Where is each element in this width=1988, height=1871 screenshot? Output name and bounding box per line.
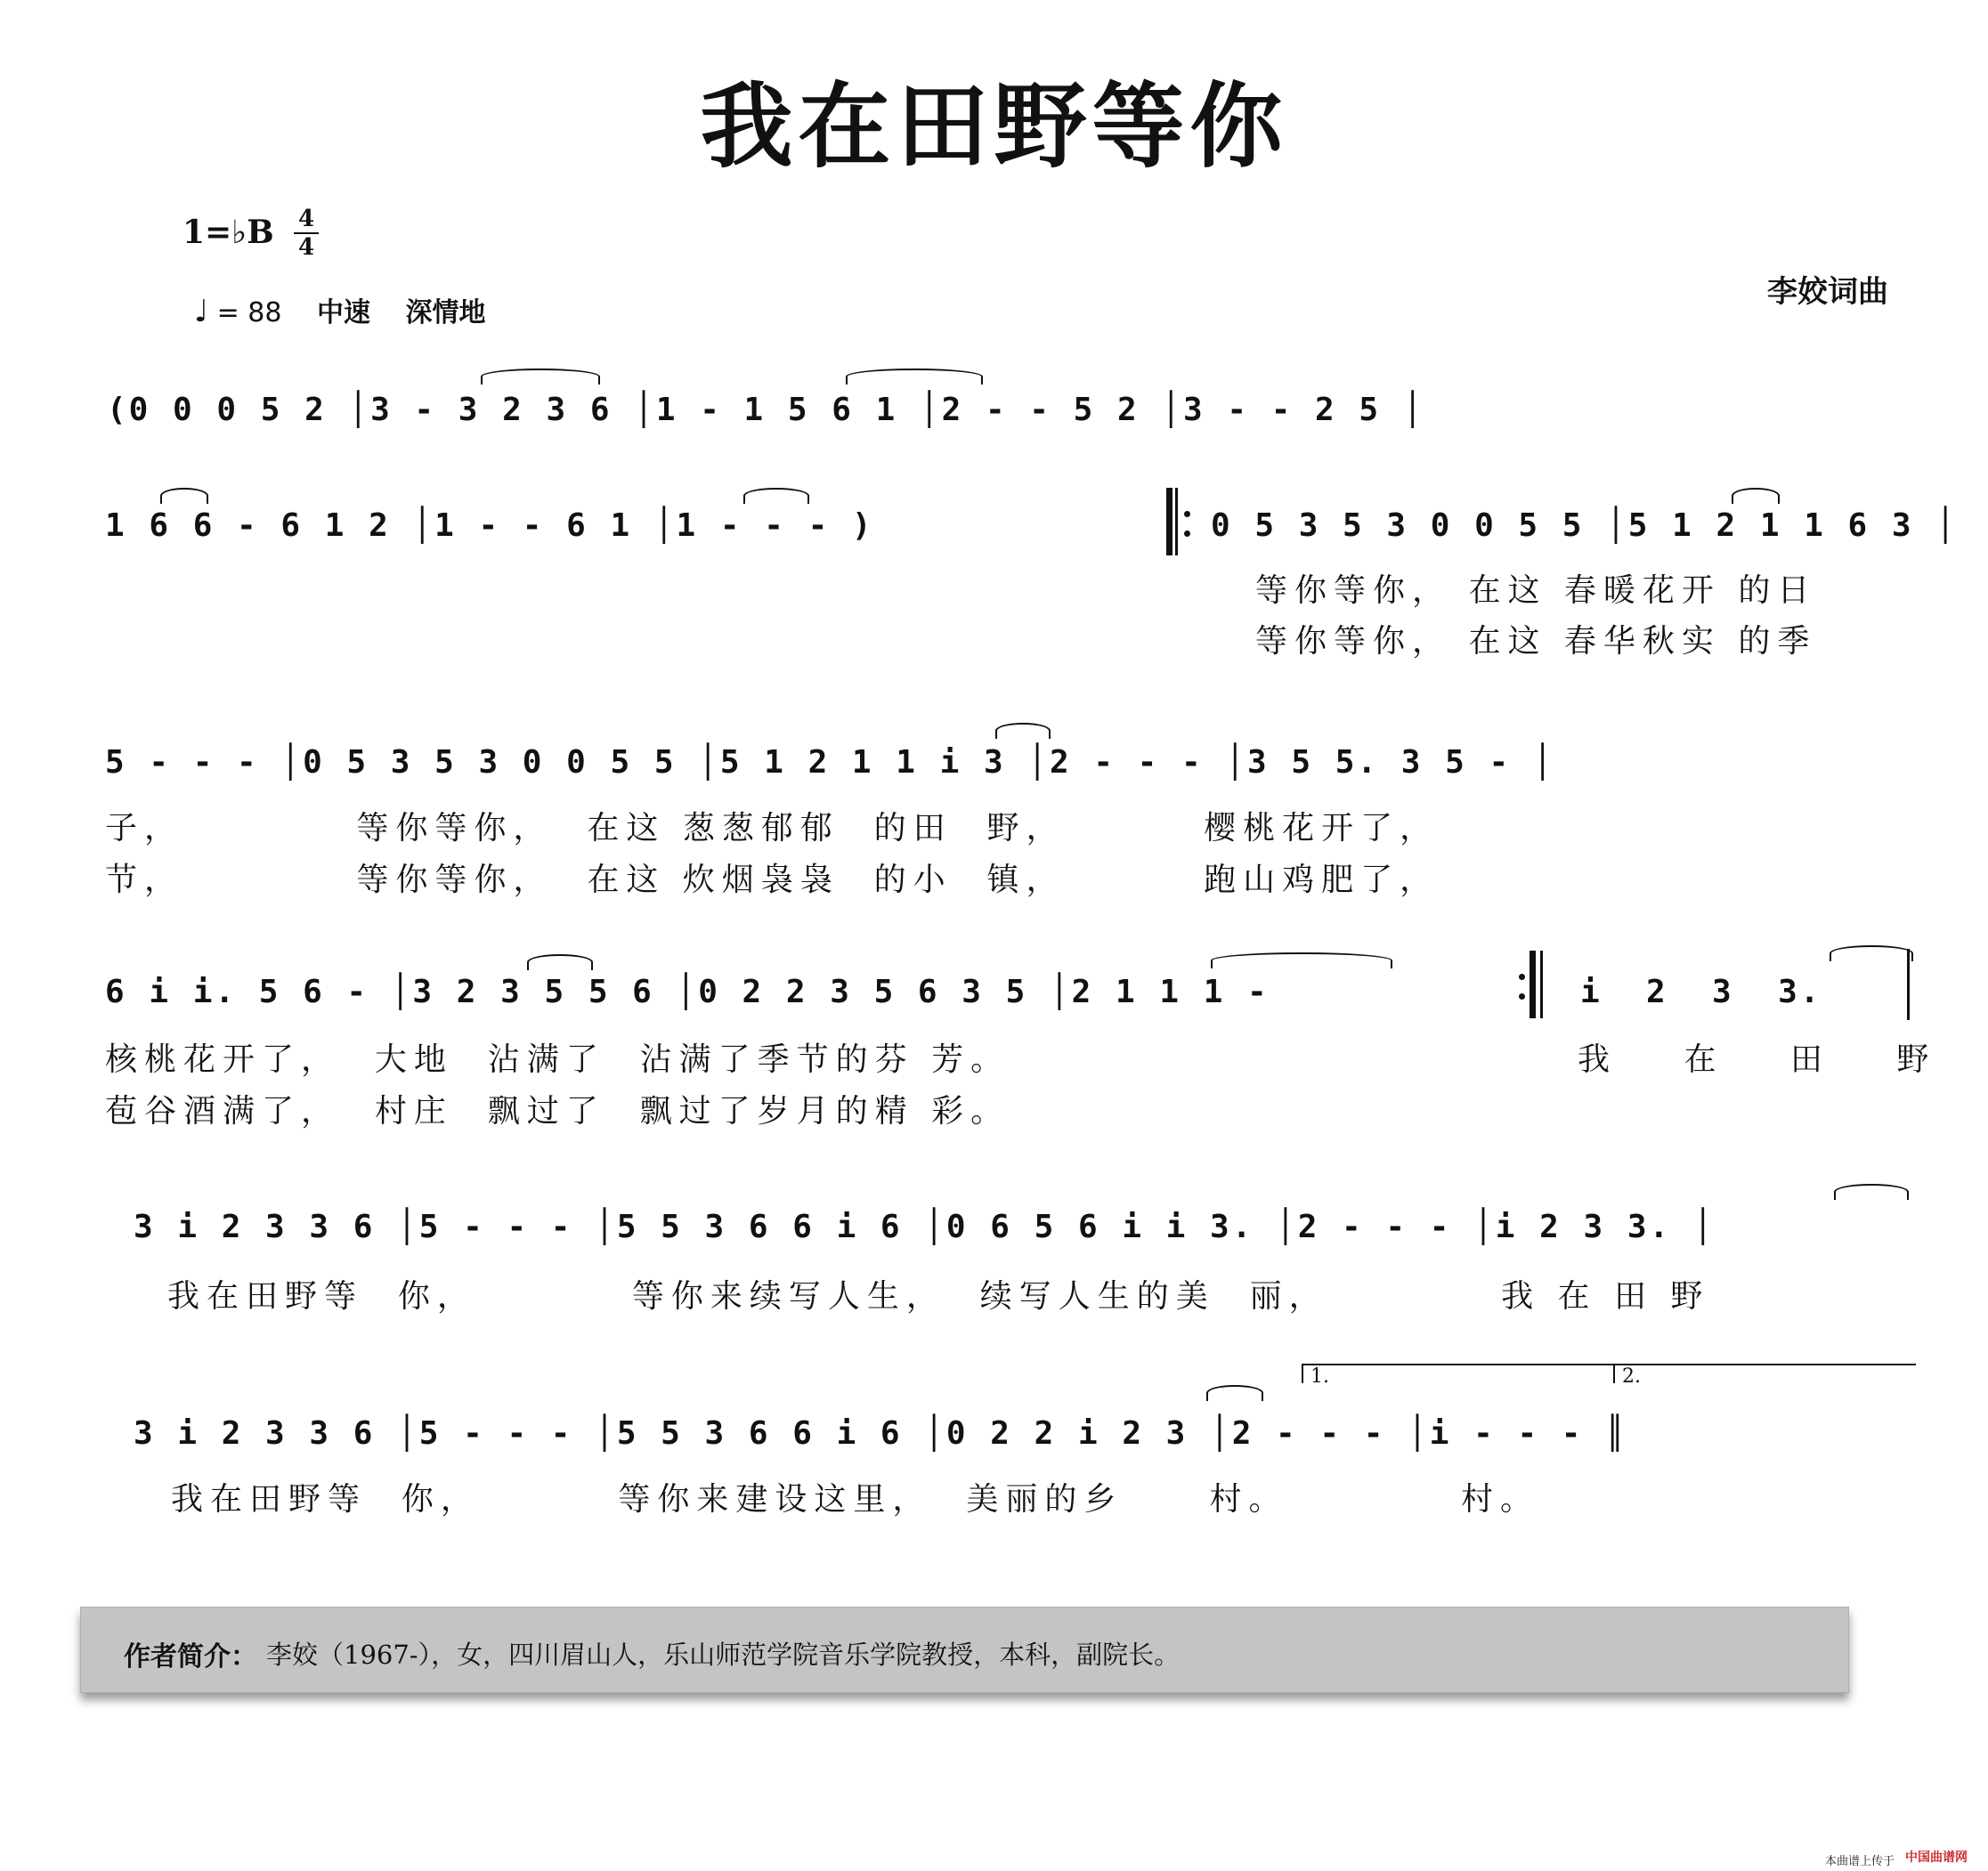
slur: [481, 369, 600, 385]
volta-1: 1.: [1302, 1364, 1613, 1383]
lyric-verse-2: 等你等你， 在这 春华秋实 的季: [1255, 623, 1817, 660]
lyric-verse-2: 苞谷酒满了， 村庄 飘过了 飘过了岁月的精 彩。: [105, 1093, 1010, 1130]
slur: [527, 954, 593, 970]
repeat-dots: [1519, 961, 1526, 1015]
repeat-barline: [1166, 488, 1173, 555]
end-repeat-barline: [1530, 951, 1536, 1018]
notation-row-2b: 0 5 3 5 3 0 0 5 5 │5 1 2 1 1 6 3 │: [1211, 507, 1958, 544]
slur: [1211, 952, 1392, 968]
bio-label: 作者简介：: [124, 1641, 257, 1673]
notation-row-4b: i 2 3 3.: [1580, 974, 1822, 1010]
slur: [995, 723, 1051, 739]
notation-row-3: 5 - - - │0 5 3 5 3 0 0 5 5 │5 1 2 1 1 i 3 │2 - - - │3 5 5. 3 5 - │: [105, 744, 1555, 781]
footer-upload-note: 本曲谱上传于: [1825, 1855, 1895, 1868]
bio-text: 李姣（1967-），女，四川眉山人，乐山师范学院音乐学院教授，本科，副院长。: [266, 1640, 1181, 1670]
slur: [846, 369, 983, 385]
notation-row-6: 3 i 2 3 3 6 │5 - - - │5 5 3 6 6 i 6 │0 2 2 i 2 3 │2 - - - │i - - - ║: [134, 1415, 1627, 1452]
author-bio-box: [80, 1607, 1849, 1693]
tempo-marking: [194, 290, 486, 329]
slur: [160, 488, 208, 504]
notation-row-4a: 6 i i. 5 6 - │3 2 3 5 5 6 │0 2 2 3 5 6 3 5 │2 1 1 1 -: [105, 974, 1270, 1010]
repeat-barline-thin: [1175, 488, 1178, 555]
slur: [743, 488, 809, 504]
lyric-verse-1: 核桃花开了， 大地 沾满了 沾满了季节的芬 芳。: [105, 1041, 1010, 1078]
repeat-dots: [1184, 498, 1191, 552]
slur: [1830, 945, 1913, 961]
notation-row-5: 3 i 2 3 3 6 │5 - - - │5 5 3 6 6 i 6 │0 6 5 6 i i 3. │2 - - - │i 2 3 3. │: [134, 1209, 1716, 1245]
lyric-line: 我在田野等 你， 等你来续写人生， 续写人生的美 丽， 我 在 田 野: [167, 1278, 1710, 1315]
slur: [1732, 488, 1780, 504]
end-repeat-barline-thin: [1540, 951, 1543, 1018]
tempo-speed: 中速: [317, 297, 370, 328]
page-title: 我在田野等你: [700, 71, 1288, 181]
lyric-verse-1: 子， 等你等你， 在这 葱葱郁郁 的田 野， 樱桃花开了，: [105, 810, 1440, 846]
notation-row-1: (0 0 0 5 2 │3 - 3 2 3 6 │1 - 1 5 6 1 │2 - - 5 2 │3 - - 2 5 │: [107, 392, 1425, 428]
time-signature: [294, 207, 319, 260]
volta-2: 2.: [1613, 1364, 1916, 1383]
footer-logo[interactable]: 中国曲谱网: [1905, 1851, 1968, 1865]
lyric-line: 我在田野等 你， 等你来建设这里， 美丽的乡 村。 村。: [171, 1481, 1539, 1518]
quarter-note-icon: ♩: [194, 294, 209, 329]
lyric-verse-2: 节， 等你等你， 在这 炊烟袅袅 的小 镇， 跑山鸡肥了，: [105, 862, 1440, 898]
tempo-value: = 88: [216, 297, 282, 328]
meter-top: 4: [297, 206, 315, 232]
composer-credit: 李姣词曲: [1767, 274, 1888, 310]
lyric-verse-1: 等你等你， 在这 春暖花开 的日: [1255, 572, 1817, 609]
slur: [1834, 1184, 1909, 1200]
lyric-refrain: 我 在 田 野: [1578, 1041, 1961, 1078]
tempo-expression: 深情地: [405, 297, 486, 328]
notation-row-2a: 1 6 6 - 6 1 2 │1 - - 6 1 │1 - - - ): [105, 507, 874, 544]
slur: [1206, 1385, 1263, 1401]
key-signature: 1=♭B: [183, 214, 274, 251]
meter-bottom: 4: [297, 234, 315, 261]
